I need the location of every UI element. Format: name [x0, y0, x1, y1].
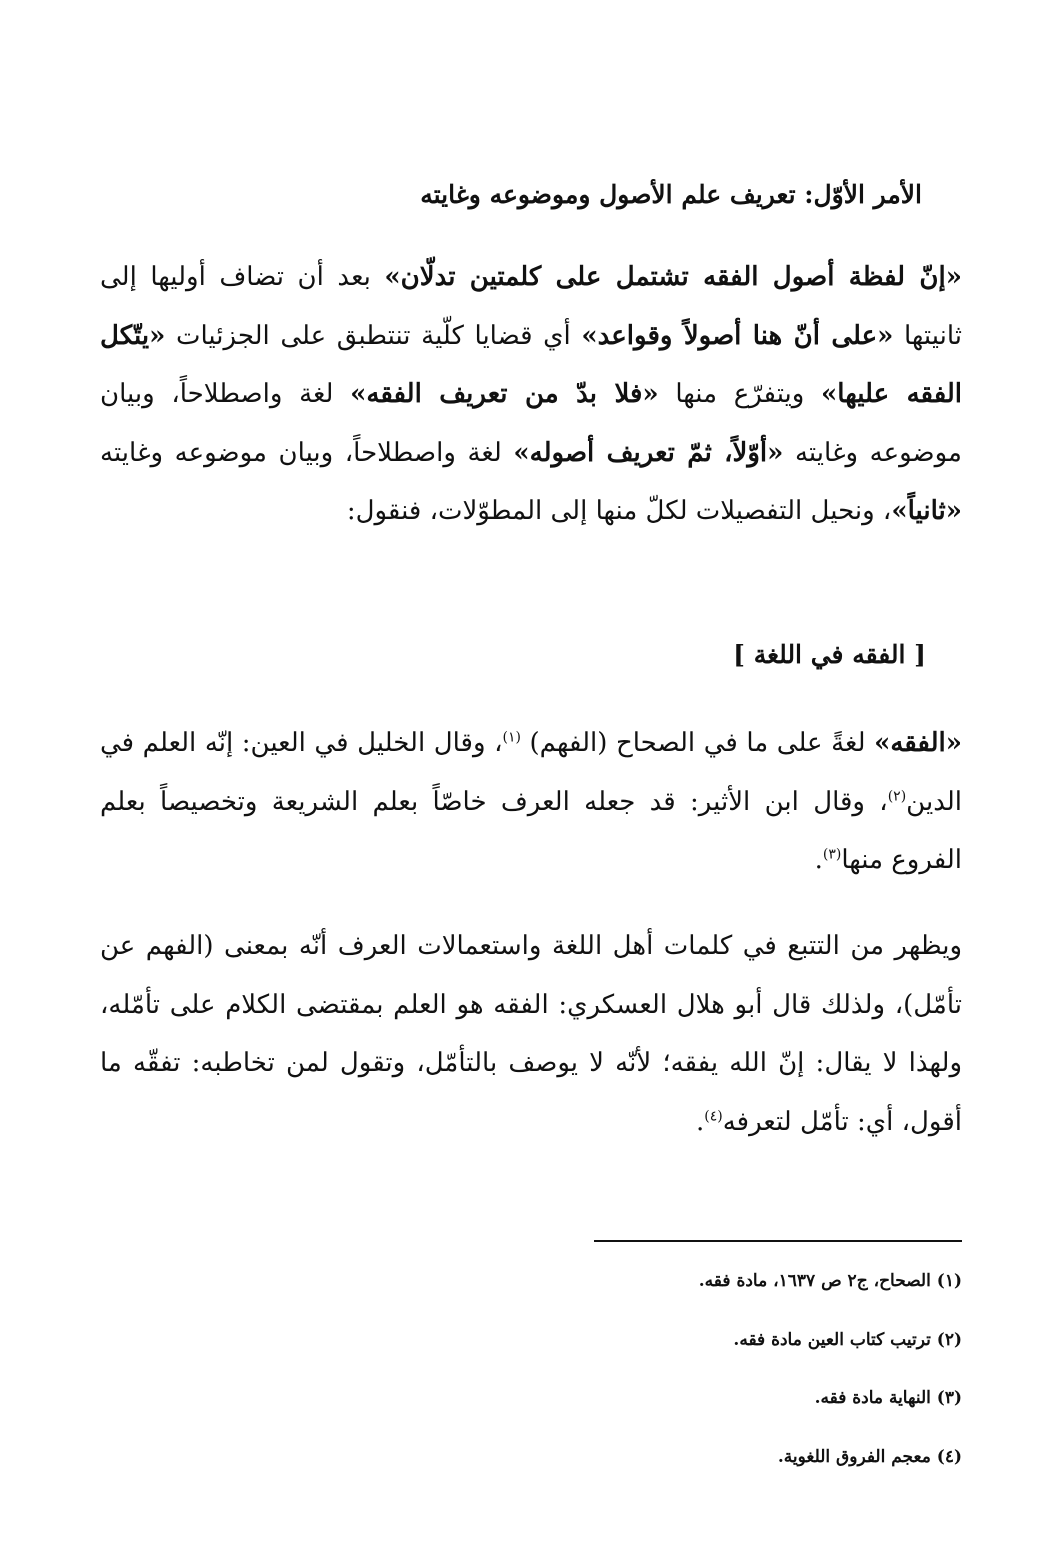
text-run: لغةً على ما في الصحاح (الفهم) [520, 728, 875, 758]
text-run: ويظهر من التتبع في كلمات أهل اللغة واستعمالات العرف أنّه بمعنى (الفهم عن تأمّل)، ولذلك قال أبو هلال العسكري: الفقه هو العلم بمقتضى الكلام على تأمّله، ولهذا لا يقال: إنّ الله يفقه؛ لأنّه لا يوصف بالتأمّل، وتقول لمن تخاطبه: تفقّه ما أقول، أي: تأمّل لتعرفه [100, 931, 962, 1137]
footnote-divider [594, 1240, 962, 1242]
footnote-2: (٢) ترتيب كتاب العين مادة فقه. [733, 1329, 962, 1350]
text-run: لغة واصطلاحاً، وبيان موضوعه وغايته [100, 437, 514, 468]
quoted-phrase: «على أنّ هنا أصولاً وقواعد» [581, 320, 894, 351]
text-run: أي قضايا كلّية تنتطبق على الجزئيات [165, 320, 582, 351]
subheading-fiqh-language: [ الفقه في اللغة ] [733, 640, 926, 669]
quoted-phrase: «يتّكل الفقه عليها» [100, 320, 962, 409]
quoted-phrase: «الفقه» [874, 728, 962, 758]
text-run: ويتفرّع منها [658, 379, 822, 409]
section-heading: الأمر الأوّل: تعريف علم الأصول وموضوعه وغايته [420, 180, 922, 209]
text-run: ، وقال ابن الأثير: قد جعله العرف خاصّاً بعلم الشريعة وتخصيصاً بعلم الفروع منها [100, 786, 962, 875]
footnote-ref-3[interactable]: (٣) [822, 846, 842, 863]
footnote-4: (٤) معجم الفروق اللغوية. [777, 1446, 962, 1467]
text-run: لغة واصطلاحاً، وبيان موضوعه وغايته [100, 379, 962, 468]
footnote-ref-4[interactable]: (٤) [704, 1107, 723, 1124]
text-run: ، وقال الخليل في العين: إنّه العلم في الدين [100, 728, 962, 817]
quoted-phrase: «فلا بدّ من تعريف الفقه» [350, 379, 659, 409]
footnote-3: (٣) النهاية مادة فقه. [814, 1388, 962, 1408]
text-run: بعد أن تضاف أوليها إلى ثانيتها [100, 262, 963, 351]
paragraph-intro [100, 248, 962, 541]
page [100, 0, 962, 1542]
paragraph-fiqh-definition [100, 714, 962, 890]
text-run: . [695, 1106, 705, 1137]
text-run: . [814, 845, 823, 875]
quoted-phrase: «إنّ لفظة أصول الفقه تشتمل على كلمتين تدلّان» [384, 262, 962, 292]
footnote-ref-2[interactable]: (٢) [887, 787, 907, 804]
footnotes-list [100, 1266, 962, 1500]
quoted-phrase: «ثانياً» [891, 496, 962, 526]
paragraph-usage [100, 917, 962, 1151]
footnote-ref-1[interactable]: (١) [502, 729, 521, 746]
quoted-phrase: «أوّلاً، ثمّ تعريف أصوله» [513, 437, 784, 468]
footnote-1: (١) الصحاح، ج٢ ص ١٦٣٧، مادة فقه. [698, 1271, 962, 1291]
text-run: ، ونحيل التفصيلات لكلّ منها إلى المطوّلات، فنقول: [346, 496, 892, 526]
